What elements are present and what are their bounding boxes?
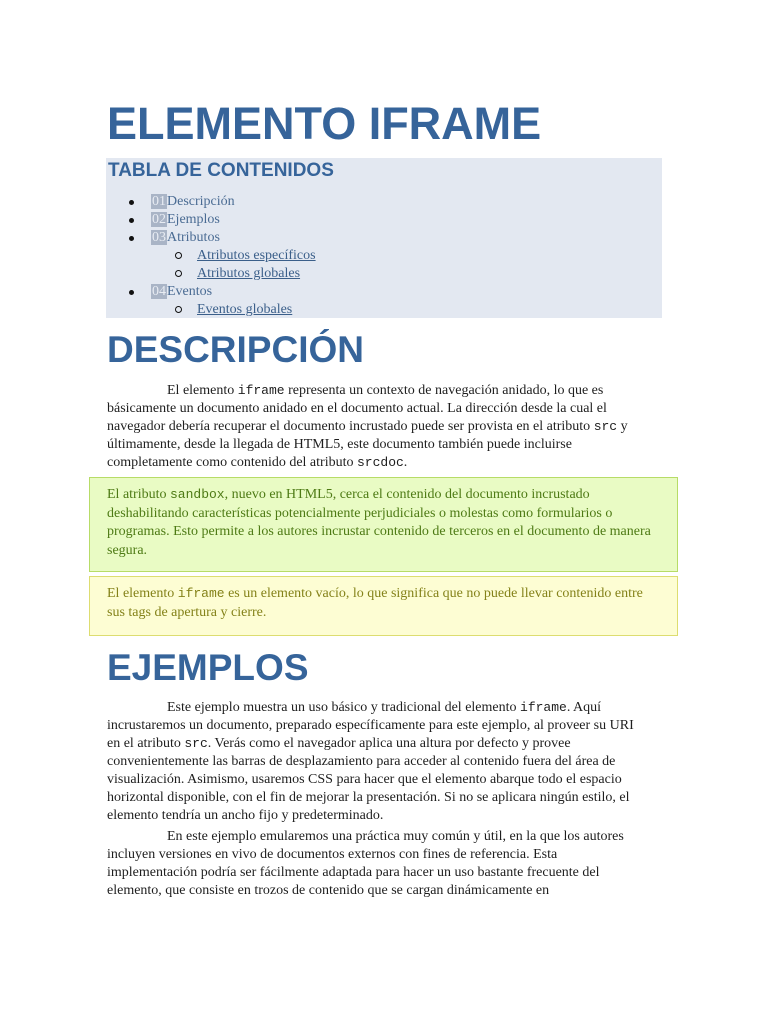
- toc-item-atributos[interactable]: [151, 230, 220, 246]
- toc-item-eventos[interactable]: [151, 284, 212, 300]
- text-run: , nuevo en HTML5, cerca el contenido del documento incrustado deshabilitando características potencialmente perjudiciales o molestas como formularios o programas. Esto permite a los autores incrustar contenido de terceros en el documento de manera segura.: [107, 487, 651, 558]
- text-run: y últimamente, desde la llegada de HTML5, este documento también puede incluirse completamente como contenido del atributo: [107, 419, 628, 470]
- text-run: representa un contexto de navegación anidado, lo que es básicamente un documento anidado en el documento actual. La dirección desde la cual el navegador debería recuperar el documento incrustado puede ser provista en el atributo: [107, 383, 607, 434]
- circle-bullet-icon: [175, 306, 182, 313]
- toc-heading: TABLA DE CONTENIDOS: [108, 160, 334, 181]
- note-sandbox-text: [107, 486, 662, 560]
- toc-link[interactable]: Eventos globales: [197, 302, 293, 317]
- bullet-icon: [129, 200, 134, 205]
- toc-subitem-atributos-especificos[interactable]: [197, 248, 316, 264]
- code-iframe: iframe: [237, 383, 285, 398]
- toc-item-label: Descripción: [167, 194, 235, 209]
- ejemplos-paragraph-1: [107, 699, 647, 825]
- note-sandbox: [89, 477, 678, 572]
- text-run: El atributo: [107, 487, 170, 502]
- toc-item-number: 01: [152, 194, 166, 209]
- toc-item-descripcion[interactable]: [151, 194, 235, 210]
- section-heading-descripcion: DESCRIPCIÓN: [107, 329, 364, 370]
- toc-item-number: 04: [152, 284, 166, 299]
- toc-item-number: 03: [152, 230, 166, 245]
- toc-link[interactable]: Atributos globales: [197, 266, 301, 281]
- text-run: El elemento: [107, 586, 178, 601]
- toc-link[interactable]: Atributos específicos: [197, 248, 316, 263]
- text-run: .: [403, 455, 408, 470]
- note-empty-element-text: [107, 585, 662, 622]
- toc-subitem-eventos-globales[interactable]: [197, 302, 292, 318]
- text-run: El elemento: [167, 383, 238, 398]
- toc-item-label: Eventos: [167, 284, 213, 299]
- circle-bullet-icon: [175, 270, 182, 277]
- bullet-icon: [129, 218, 134, 223]
- toc-item-number: 02: [152, 212, 166, 227]
- text-run: es un elemento vacío, lo que significa que no puede llevar contenido entre sus tags de apertura y cierre.: [107, 586, 643, 620]
- text-run: . Verás como el navegador aplica una altura por defecto y provee convenientemente las barras de desplazamiento para acceder al contenido fuera del área de visualización. Asimismo, usaremos CSS para hacer que el elemento abarque todo el espacio horizontal disponible, con el fin de mejorar la presentación. Si no se aplicara ningún estilo, el elemento tendría un ancho fijo y predeterminado.: [107, 736, 630, 823]
- toc-item-ejemplos[interactable]: [151, 212, 220, 228]
- ejemplos-paragraph-2: En este ejemplo emularemos una práctica muy común y útil, en la que los autores incluyen versiones en vivo de documentos externos con fines de referencia. Esta implementación podría ser fácilmente adaptada para hacer un uso bastante frecuente del elemento, que consiste en trozos de contenido que se cargan dinámicamente en: [107, 829, 624, 898]
- text-run: . Aquí incrustaremos un documento, preparado específicamente para este ejemplo, al proveer su URI en el atributo: [107, 700, 634, 751]
- toc-subitem-atributos-globales[interactable]: [197, 266, 300, 282]
- page-title: ELEMENTO IFRAME: [107, 98, 542, 149]
- code-src: src: [184, 736, 208, 751]
- section-heading-ejemplos: EJEMPLOS: [107, 647, 309, 688]
- bullet-icon: [129, 236, 134, 241]
- note-empty-element: [89, 576, 678, 636]
- circle-bullet-icon: [175, 252, 182, 259]
- bullet-icon: [129, 290, 134, 295]
- code-iframe: iframe: [177, 586, 225, 601]
- code-src: src: [593, 419, 618, 434]
- descripcion-paragraph: [107, 382, 647, 472]
- text-run: Este ejemplo muestra un uso básico y tradicional del elemento: [167, 700, 521, 715]
- code-srcdoc: srcdoc: [356, 455, 404, 470]
- code-iframe: iframe: [520, 700, 567, 715]
- toc-item-label: Ejemplos: [167, 212, 220, 227]
- toc-item-label: Atributos: [167, 230, 220, 245]
- table-of-contents: [106, 158, 662, 318]
- code-sandbox: sandbox: [170, 487, 225, 502]
